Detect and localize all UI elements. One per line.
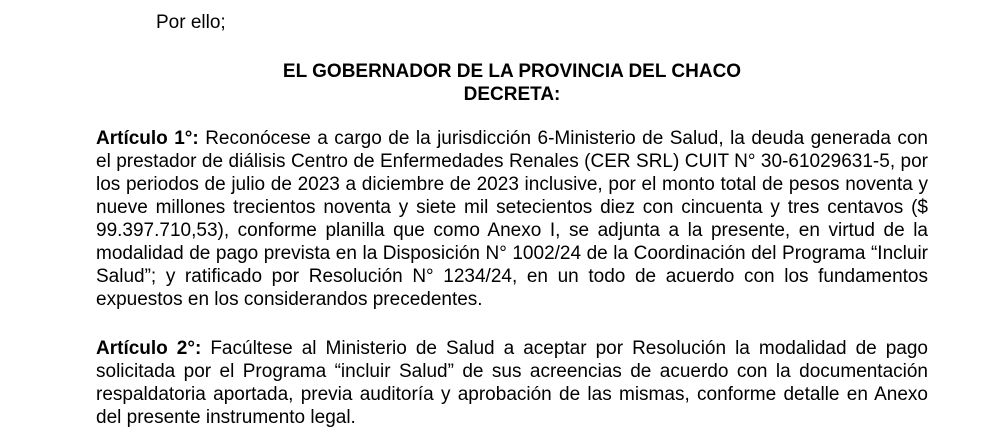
- decree-heading: DECRETA:: [463, 84, 561, 105]
- article-1-label: Artículo 1°:: [96, 128, 199, 149]
- article-1: [96, 127, 928, 311]
- intro-text: Por ello;: [156, 12, 226, 33]
- article-1-text: Reconócese a cargo de la jurisdicción 6-Ministerio de Salud, la deuda generada con el prestador de diálisis Centro de Enfermedades Renales (CER SRL) CUIT N° 30-61029631-5, por los periodos de julio de 2023 a diciembre de 2023 inclusive, por el monto total de pesos noventa y nueve millones trecientos noventa y siete mil setecientos diez con cincuenta y tres centavos ($ 99.397.710,53), conforme planilla que como Anexo I, se adjunta a la presente, en virtud de la modalidad de pago prevista en la Disposición N° 1002/24 de la Coordinación del Programa “Incluir Salud”; y ratificado por Resolución N° 1234/24, en un todo de acuerdo con los fundamentos expuestos en los considerandos precedentes.: [96, 128, 928, 310]
- article-2-text: Facúltese al Ministerio de Salud a aceptar por Resolución la modalidad de pago solicitada por el Programa “incluir Salud” de sus acreencias de acuerdo con la documentación respaldatoria aportada, previa auditoría y aprobación de las mismas, conforme detalle en Anexo del presente instrumento legal.: [96, 338, 929, 428]
- decree-authority-heading: EL GOBERNADOR DE LA PROVINCIA DEL CHACO: [282, 61, 742, 82]
- article-2: [96, 337, 928, 429]
- article-2-label: Artículo 2°:: [96, 338, 202, 359]
